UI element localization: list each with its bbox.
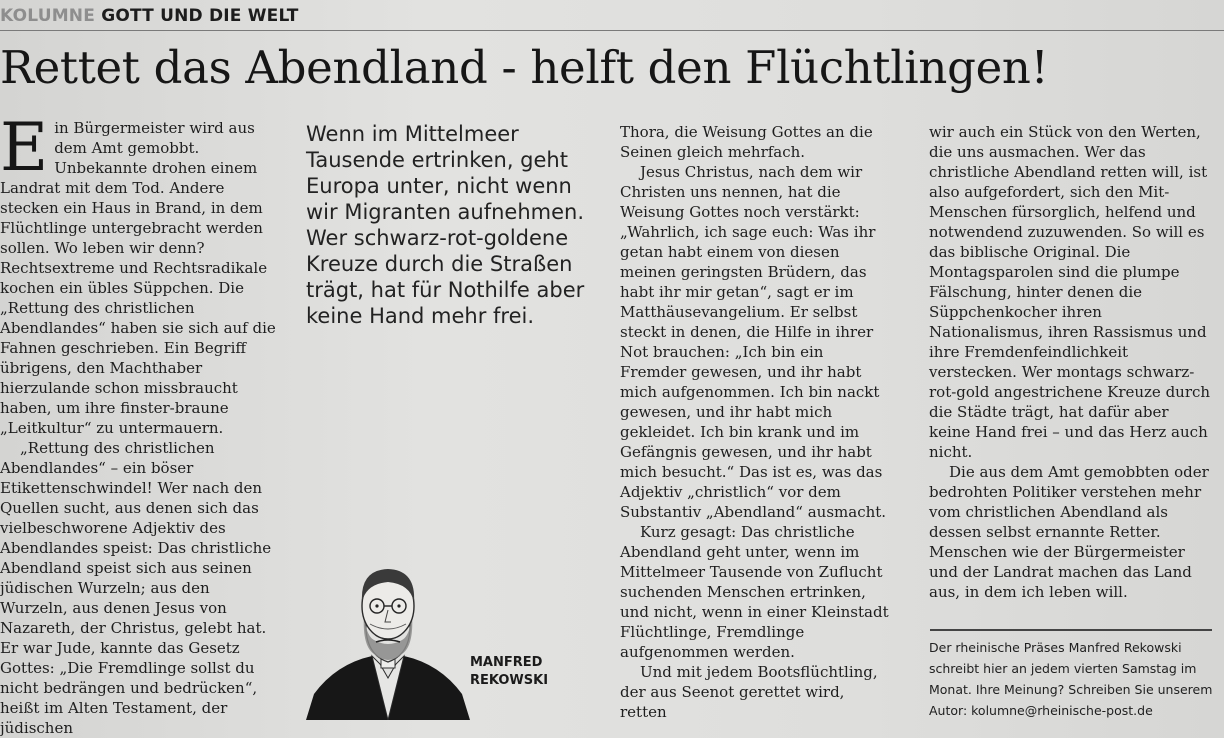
author-name: [470, 654, 548, 690]
headline: Rettet das Abendland - helft den Flüchtlingen!: [0, 41, 1049, 94]
paragraph: Jesus Christus, nach dem wir Christen uns nennen, hat die Weisung Gottes noch verstärkt: „Wahrlich, ich sage euch: Was ihr getan habt einem von diesen meinen geringsten Brüdern, das habt ihr mir getan“, sagt er im Matthäusevangelium. Er selbst steckt in denen, die Hilfe in ihrer Not brauchen: „Ich bin ein Fremder gewesen, und ihr habt mich aufgenommen. Ich bin nackt gewesen, und ihr habt mich gekleidet. Ich bin krank und im Gefängnis gewesen, und ihr habt mich besucht.“ Das ist es, was das Adjektiv „christlich“ vor dem Substantiv „Abendland“ ausmacht.: [620, 163, 887, 521]
author-last-name: REKOWSKI: [470, 673, 549, 688]
kicker-title: GOTT UND DIE WELT: [101, 6, 299, 26]
article-column-1: [0, 109, 276, 738]
paragraph: Thora, die Weisung Gottes an die Seinen gleich mehrfach.: [620, 123, 873, 161]
author-bio: Der rheinische Präses Manfred Rekowski schreibt hier an jedem vierten Samstag im Monat. Ihre Meinung? Schreiben Sie unserem Autor: kolumne@rheinische-post.de: [929, 640, 1213, 718]
paragraph: wir auch ein Stück von den Werten, die uns ausmachen. Wer das christliche Abendland retten will, ist also aufgefordert, sich den Mit-Menschen fürsorglich, helfend und notwendend zuzuwenden. So will es das biblische Original. Die Montagsparolen sind die plumpe Fälschung, hinter denen die Süppchenkocher ihren Nationalismus, ihren Rassismus und ihre Fremdenfeindlichkeit verstecken. Wer montags schwarz-rot-gold angestrichene Kreuze durch die Städte trägt, hat dafür aber keine Hand frei – und das Herz auch nicht.: [929, 123, 1211, 461]
paragraph: in Bürgermeister wird aus dem Amt gemobbt. Unbekannte drohen einem Landrat mit dem Tod. Andere stecken ein Haus in Brand, in dem Flüchtlinge untergebracht werden sollen. Wo leben wir denn? Rechtsextreme und Rechtsradikale kochen ein übles Süppchen. Die „Rettung des christlichen Abendlandes“ haben sie sich auf die Fahnen geschrieben. Ein Begriff übrigens, den Machthaber hierzulande schon missbraucht haben, um ihre finster-braune „Leitkultur“ zu untermauern.: [0, 119, 276, 437]
column-kicker: [0, 4, 299, 28]
drop-cap: E: [0, 109, 49, 186]
article-column-3: [620, 122, 892, 722]
paragraph: Kurz gesagt: Das christliche Abendland geht unter, wenn im Mittelmeer Tausende von Zuflucht suchenden Menschen ertrinken, und nicht, wenn in einer Kleinstadt Flüchtlinge, Fremdlinge aufgenommen werden.: [620, 523, 889, 661]
top-rule: [0, 30, 1224, 31]
bio-divider: [930, 629, 1212, 631]
author-portrait-illustration: [306, 562, 470, 720]
pull-quote: Wenn im Mittelmeer Tausende ertrinken, geht Europa unter, nicht wenn wir Migranten aufnehmen. Wer schwarz-rot-goldene Kreuze durch die Straßen trägt, hat für Nothilfe aber keine Hand mehr frei.: [306, 122, 585, 328]
paragraph: „Rettung des christlichen Abendlandes“ – ein böser Etikettenschwindel! Wer nach den Quellen sucht, aus denen sich das vielbeschworene Adjektiv des Abendlandes speist: Das christliche Abendland speist sich aus seinen jüdischen Wurzeln; aus den Wurzeln, aus denen Jesus von Nazareth, der Christus, gelebt hat. Er war Jude, kannte das Gesetz Gottes: „Die Fremdlinge sollst du nicht bedrängen und bedrücken“, heißt im Alten Testament, der jüdischen: [0, 439, 272, 737]
kicker-label: KOLUMNE: [0, 6, 96, 26]
article-column-4: [929, 122, 1213, 602]
author-first-name: MANFRED: [470, 655, 543, 670]
paragraph: Und mit jedem Bootsflüchtling, der aus Seenot gerettet wird, retten: [620, 663, 878, 721]
paragraph: Die aus dem Amt gemobbten oder bedrohten Politiker verstehen mehr vom christlichen Abendland als dessen selbst ernannte Retter. Menschen wie der Bürgermeister und der Landrat machen das Land aus, in dem ich leben will.: [929, 463, 1209, 601]
